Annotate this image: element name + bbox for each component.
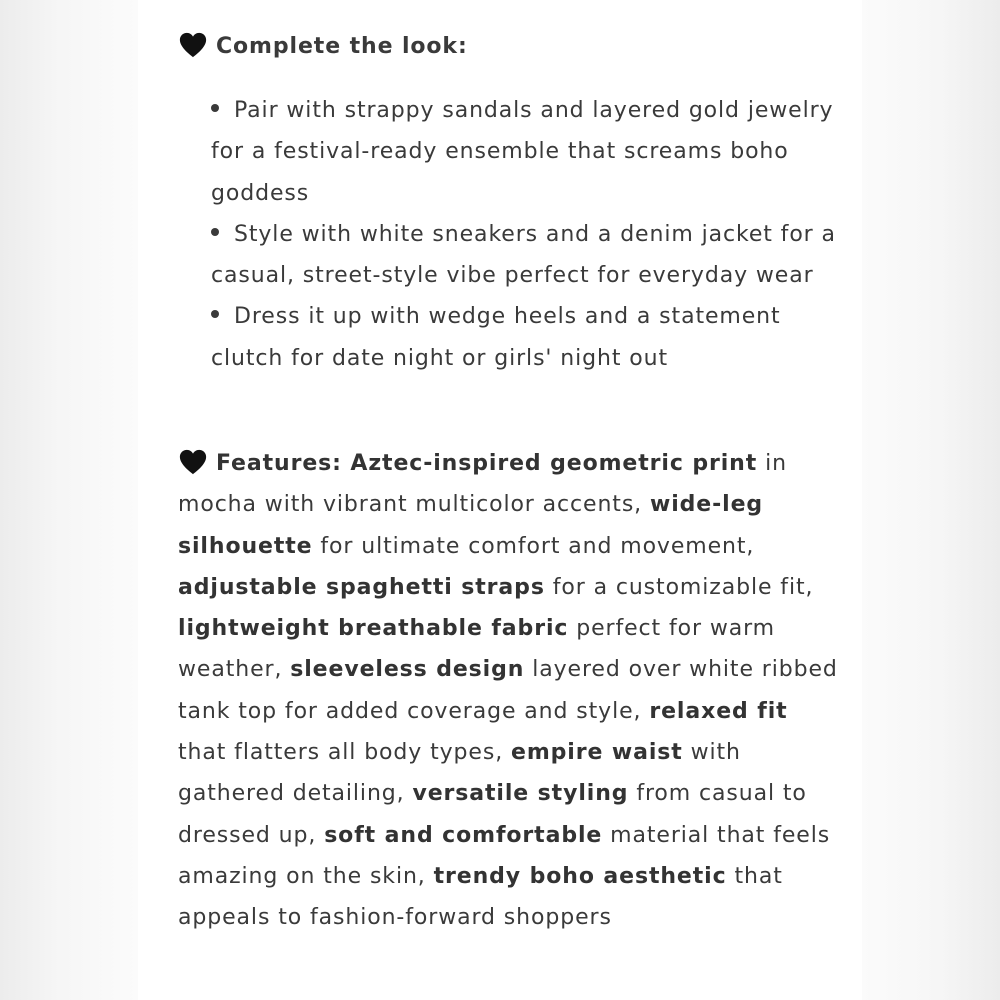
features-text: in mocha with vibrant multicolor accents, (178, 451, 787, 518)
list-item (211, 296, 841, 379)
complete-the-look-heading (178, 28, 468, 68)
features-bold-text: sleeveless design (290, 657, 525, 683)
black-heart-icon (178, 447, 208, 477)
features-bold-text: relaxed fit (649, 698, 788, 724)
list-item-text: Style with white sneakers and a denim jacket for a casual, street-style vibe perfect for everyday wear (211, 221, 836, 289)
features-text: from casual to dressed up, (178, 781, 807, 848)
bullet-dot-icon (211, 228, 219, 236)
features-text: layered over white ribbed tank top for added coverage and style, (178, 657, 838, 724)
list-item (211, 90, 841, 214)
features-bold-text: wide-leg silhouette (178, 492, 764, 559)
features-text: that flatters all body types, (178, 740, 511, 766)
bullet-dot-icon (211, 310, 219, 318)
features-bold-text: lightweight breathable fabric (178, 616, 569, 642)
complete-the-look-label: Complete the look: (216, 34, 468, 59)
features-text: for ultimate comfort and movement, (312, 533, 755, 559)
features-bold-text: soft and comfortable (324, 822, 603, 848)
features-bold-text: empire waist (511, 740, 683, 766)
features-bold-text: Features: Aztec-inspired geometric print (216, 451, 758, 476)
features-bold-text: trendy boho aesthetic (433, 863, 727, 889)
features-bold-text: adjustable spaghetti straps (178, 574, 545, 600)
features-text: that appeals to fashion-forward shoppers (178, 863, 783, 931)
features-bold-text: versatile styling (412, 781, 629, 807)
bullet-dot-icon (211, 104, 219, 112)
features-text: perfect for warm weather, (178, 616, 775, 683)
styling-list (211, 90, 841, 379)
features-text: for a customizable fit, (544, 574, 814, 600)
black-heart-icon (178, 30, 208, 60)
list-item-text: Dress it up with wedge heels and a statement clutch for date night or girls' night out (211, 304, 781, 371)
features-paragraph (178, 443, 842, 939)
features-text: with gathered detailing, (178, 740, 741, 807)
list-item-text: Pair with strappy sandals and layered gold jewelry for a festival-ready ensemble that screams boho goddess (211, 98, 834, 206)
list-item (211, 214, 841, 297)
features-text: material that feels amazing on the skin, (178, 822, 831, 889)
